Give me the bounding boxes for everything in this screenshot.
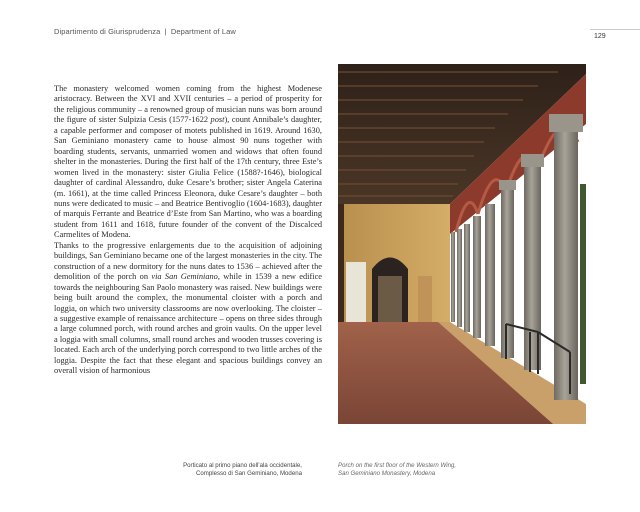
caption-english-line-2: San Geminiano Monastery, Modena — [338, 470, 436, 478]
body-text — [54, 84, 322, 414]
white-door — [346, 262, 366, 324]
doorway-interior — [378, 276, 402, 324]
loggia-illustration — [338, 64, 586, 424]
header-rule — [590, 29, 640, 30]
caption-italian-line-1: Porticato al primo piano dell’ala occidentale, — [183, 462, 302, 469]
wall-panel — [418, 276, 432, 324]
caption-italian-line-2: Complesso di San Geminiano, Modena — [195, 470, 302, 478]
paragraph-1-part-2: ), count Annibale’s daughter, a capable performer and composer of motets published in 1619. Around 1630, San Geminiano monastery came to house almost 90 nuns together with boarding students, servants, unmarried women and widows that often found shelter in the monasteries. During the first half of the 17th century, three Este’s women lived in the monastery: sister Giulia Felice (1588?-1646), biological daughter of cardinal Alessandro, duke Cesare’s brother; sister Angela Caterina (m. 1661), at the time called Princess Eleonora, duke Cesare’s daughter – both nuns were dedicated to music – and Beatrice Bentivoglio (1604-1683), daughter of marquis Ferrante and Beatrice d’Este from San Martino, who was a boarding student from 1611 and 1618, future founder of the convent of the Discalced Carmelites of Modena. — [54, 115, 322, 240]
paragraph-2 — [54, 241, 322, 377]
paragraph-1-part-1: The monastery welcomed women coming from the highest Modenese aristocracy. Between the XVI and XVII centuries – a period of prosperity for the religious community – a renowned group of musician nuns was born around the figure of sister Sulpizia Cesis (1577-1622 — [54, 84, 322, 125]
paragraph-1 — [54, 84, 322, 241]
caption-english — [338, 462, 538, 478]
paragraph-2-italic: via San Geminiano — [151, 272, 218, 282]
caption-italian — [150, 462, 302, 478]
header-department-it: Dipartimento di Giurisprudenza — [54, 27, 161, 36]
left-edge — [338, 204, 344, 329]
page-number: 129 — [594, 33, 606, 40]
header-department-en: Department of Law — [170, 27, 236, 36]
garden-foliage — [580, 184, 586, 384]
caption-english-line-1: Porch on the first floor of the Western Wing, — [338, 462, 457, 469]
running-header — [54, 27, 236, 36]
paragraph-2-part-2: , while in 1539 a new edifice towards the neighbouring San Paolo monastery was raised. New buildings were being built around the complex, the monumental cloister with a porch and loggia, on which two university classrooms are now overlooking. The cloister – a suggestive example of renaissance architecture – opens on three sides through a large columned porch, with round arches and groin vaults. On the upper level a loggia with small columns, small round arches and wooden trusses covering is located. Each arch of the underlying porch correspond to two little arches of the loggia. Despite the fact that these elegant and spacious buildings convey an overall vision of harmonious — [54, 272, 322, 376]
loggia-photo — [338, 64, 586, 424]
paragraph-1-italic: post — [210, 115, 225, 125]
paragraph-2-part-1: Thanks to the progressive enlargements due to the acquisition of adjoining buildings, San Geminiano became one of the largest monasteries in the city. The construction of a new dormitory for the nuns dates to 1536 – achieved after the demolition of the porch on — [54, 240, 322, 282]
header-separator: | — [164, 27, 167, 36]
